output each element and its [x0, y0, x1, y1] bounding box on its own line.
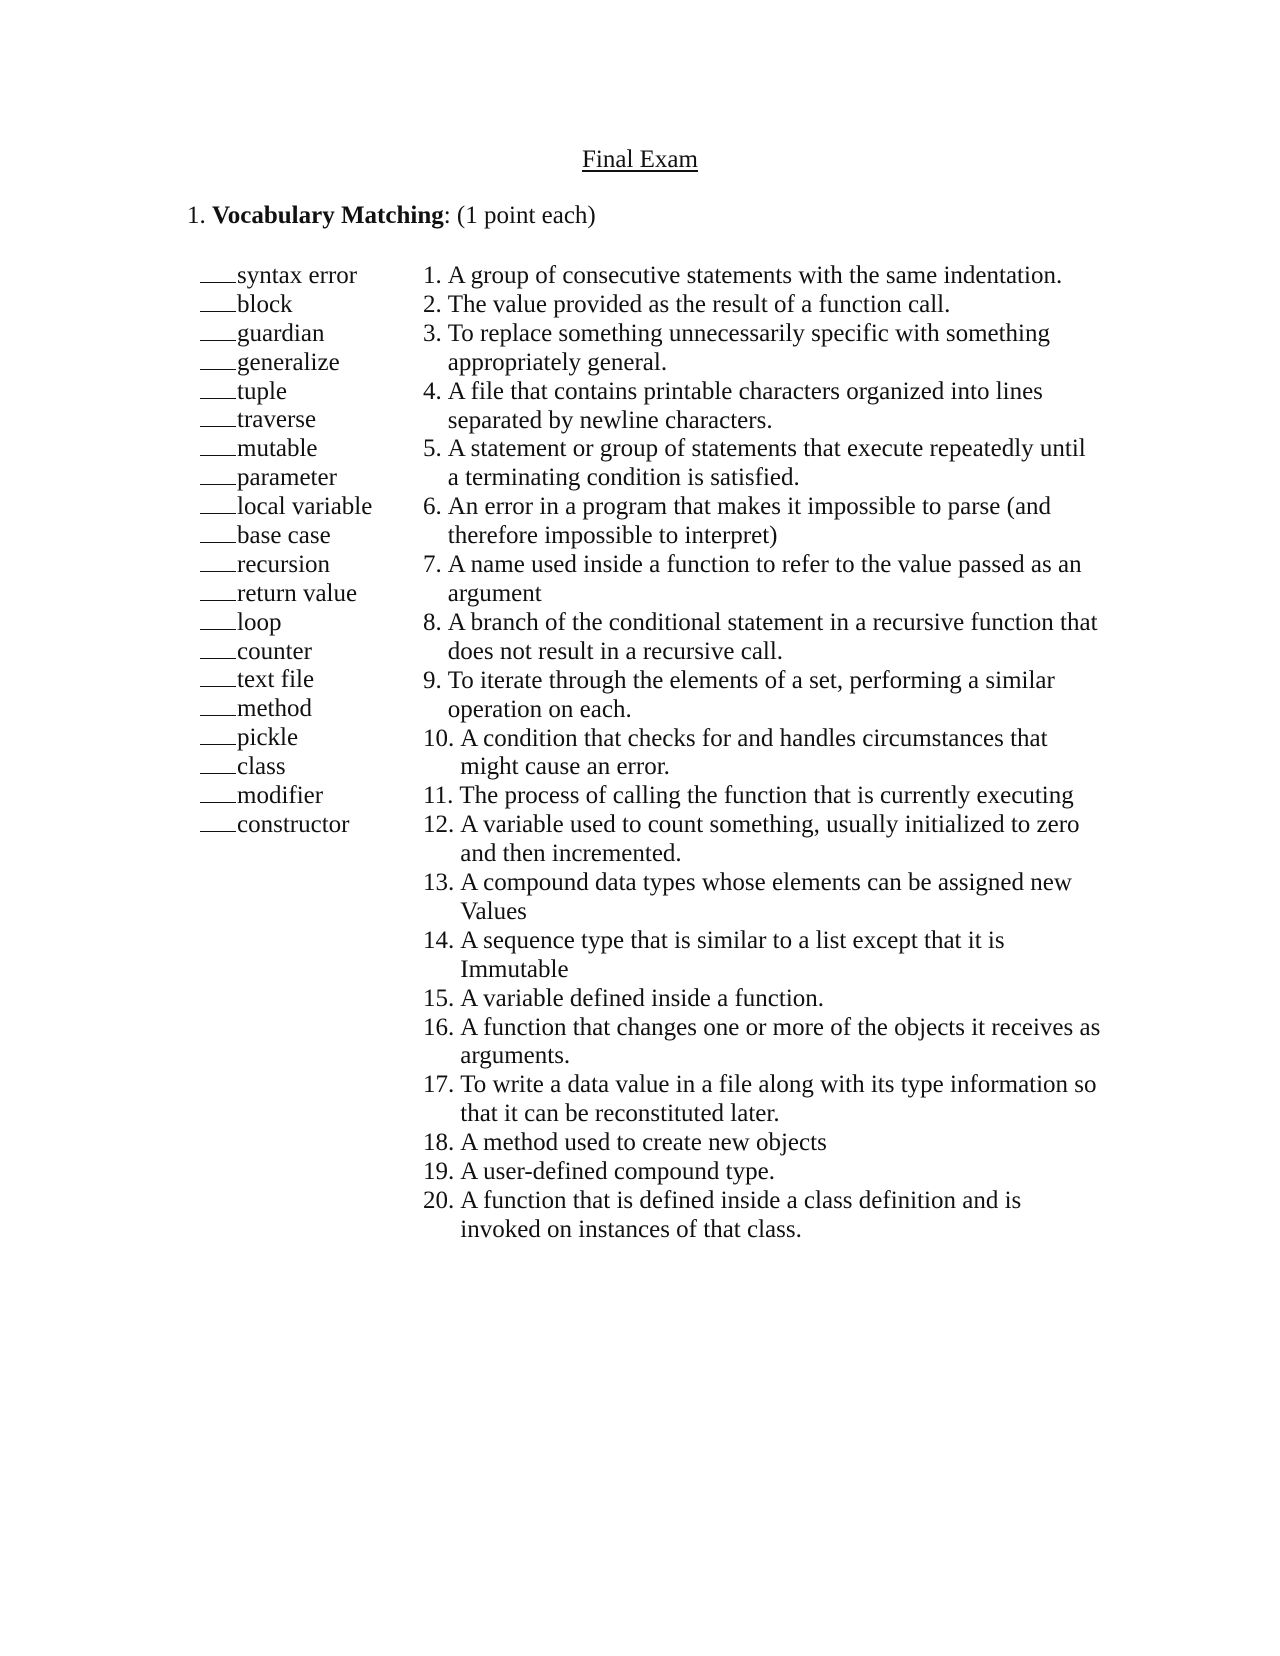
answer-blank[interactable] [200, 397, 236, 399]
term-label: loop [237, 608, 282, 636]
answer-blank[interactable] [200, 570, 236, 572]
term-item [200, 291, 372, 320]
definition-number: 14. [423, 926, 455, 954]
definition-item [423, 927, 1103, 985]
term-label: local variable [237, 493, 373, 521]
definition-text: The value provided as the result of a function call. [447, 290, 951, 318]
term-item [200, 493, 372, 522]
definition-number: 9. [423, 666, 442, 694]
answer-blank[interactable] [200, 628, 236, 630]
definition-text: To replace something unnecessarily specific with something appropriately general. [447, 319, 1050, 376]
definition-item [423, 609, 1103, 667]
term-label: modifier [237, 782, 324, 810]
definition-number: 3. [423, 319, 442, 347]
definition-text: The process of calling the function that is currently executing [459, 782, 1074, 810]
definition-item [423, 725, 1103, 783]
answer-blank[interactable] [200, 454, 236, 456]
definition-item [423, 493, 1103, 551]
definition-number: 2. [423, 290, 442, 318]
definition-text: A method used to create new objects [460, 1129, 827, 1157]
term-list [200, 262, 372, 840]
definition-number: 1. [423, 262, 442, 289]
question-points: : (1 point each) [443, 202, 596, 229]
answer-blank[interactable] [200, 685, 236, 687]
definition-item [423, 811, 1103, 869]
term-label: base case [237, 522, 331, 550]
term-label: counter [237, 637, 312, 665]
definition-item [423, 782, 1103, 811]
term-label: return value [237, 579, 358, 607]
answer-blank[interactable] [200, 483, 236, 485]
term-item [200, 782, 372, 811]
definition-number: 7. [423, 551, 442, 579]
definition-number: 5. [423, 435, 442, 463]
term-label: pickle [237, 724, 299, 752]
term-label: traverse [237, 406, 317, 434]
definition-item [423, 869, 1103, 927]
term-item [200, 609, 372, 638]
definition-number: 16. [423, 1013, 455, 1041]
answer-blank[interactable] [200, 310, 236, 312]
term-label: block [237, 290, 293, 318]
definition-text: A user-defined compound type. [460, 1158, 775, 1186]
definition-text: A group of consecutive statements with the same indentation. [447, 262, 1063, 289]
answer-blank[interactable] [200, 512, 236, 514]
definition-text: To write a data value in a file along with its type information so that it can be reconstituted later. [460, 1071, 1097, 1128]
definition-item [423, 435, 1103, 493]
answer-blank[interactable] [200, 425, 236, 427]
definition-text: A branch of the conditional statement in a recursive function that does not result in a recursive call. [447, 608, 1098, 665]
definition-item [423, 1129, 1103, 1158]
answer-blank[interactable] [200, 281, 236, 283]
term-label: text file [237, 666, 315, 694]
definition-text: A function that is defined inside a class definition and is invoked on instances of that class. [460, 1187, 1022, 1243]
definition-item [423, 1158, 1103, 1187]
answer-blank[interactable] [200, 541, 236, 543]
definition-number: 12. [423, 811, 455, 839]
term-item [200, 262, 372, 291]
definition-text: A variable used to count something, usually initialized to zero and then incremented. [460, 811, 1080, 868]
definition-list [423, 262, 1103, 1245]
page-title: Final Exam [582, 146, 698, 173]
term-item [200, 811, 372, 840]
definition-number: 4. [423, 377, 442, 405]
term-label: parameter [237, 464, 337, 492]
answer-blank[interactable] [200, 368, 236, 370]
term-label: guardian [237, 319, 325, 347]
definition-text: A variable defined inside a function. [460, 984, 825, 1012]
definition-number: 11. [423, 782, 454, 810]
definition-item [423, 1014, 1103, 1072]
definition-number: 17. [423, 1071, 455, 1099]
answer-blank[interactable] [200, 830, 236, 832]
definition-text: A statement or group of statements that execute repeatedly until a terminating condition is satisfied. [447, 435, 1086, 492]
definition-item [423, 985, 1103, 1014]
definition-text: A sequence type that is similar to a list except that it is Immutable [460, 926, 1005, 983]
term-item [200, 724, 372, 753]
definition-number: 10. [423, 724, 455, 752]
term-item [200, 638, 372, 667]
term-item [200, 406, 372, 435]
definition-text: A condition that checks for and handles circumstances that might cause an error. [460, 724, 1048, 781]
definition-text: An error in a program that makes it impossible to parse (and therefore impossible to interpret) [447, 493, 1052, 550]
definition-number: 20. [423, 1187, 455, 1214]
answer-blank[interactable] [200, 599, 236, 601]
term-item [200, 320, 372, 349]
term-label: constructor [237, 810, 350, 838]
term-item [200, 464, 372, 493]
definition-number: 18. [423, 1129, 455, 1157]
definition-number: 13. [423, 869, 455, 897]
definition-text: A file that contains printable characters organized into lines separated by newline characters. [447, 377, 1043, 434]
definition-item [423, 262, 1103, 291]
definition-text: A name used inside a function to refer to the value passed as an argument [447, 551, 1082, 607]
term-item [200, 522, 372, 551]
term-label: method [237, 695, 312, 723]
answer-blank[interactable] [200, 339, 236, 341]
question-heading [187, 202, 596, 230]
answer-blank[interactable] [200, 714, 236, 716]
definition-item [423, 1071, 1103, 1129]
answer-blank[interactable] [200, 743, 236, 745]
definition-text: A function that changes one or more of the objects it receives as arguments. [460, 1013, 1101, 1070]
term-label: mutable [237, 435, 318, 463]
definition-text: To iterate through the elements of a set, performing a similar operation on each. [447, 666, 1055, 723]
term-label: generalize [237, 348, 340, 376]
definition-item [423, 320, 1103, 378]
question-number: 1. [187, 202, 206, 229]
term-item [200, 378, 372, 407]
definition-number: 6. [423, 493, 442, 521]
definition-item [423, 291, 1103, 320]
answer-blank[interactable] [200, 657, 236, 659]
definition-number: 19. [423, 1158, 455, 1186]
term-label: recursion [237, 550, 331, 578]
term-item [200, 551, 372, 580]
answer-blank[interactable] [200, 772, 236, 774]
term-label: syntax error [237, 262, 358, 289]
question-title: Vocabulary Matching [212, 202, 444, 229]
term-item [200, 435, 372, 464]
term-item [200, 753, 372, 782]
definition-item [423, 1187, 1103, 1245]
term-item [200, 580, 372, 609]
answer-blank[interactable] [200, 801, 236, 803]
definition-number: 8. [423, 608, 442, 636]
term-item [200, 349, 372, 378]
definition-item [423, 667, 1103, 725]
term-label: tuple [237, 377, 287, 405]
definition-text: A compound data types whose elements can be assigned new Values [460, 869, 1072, 925]
definition-number: 15. [423, 984, 455, 1012]
term-item [200, 666, 372, 695]
definition-item [423, 378, 1103, 436]
term-item [200, 695, 372, 724]
definition-item [423, 551, 1103, 609]
term-label: class [237, 753, 286, 781]
